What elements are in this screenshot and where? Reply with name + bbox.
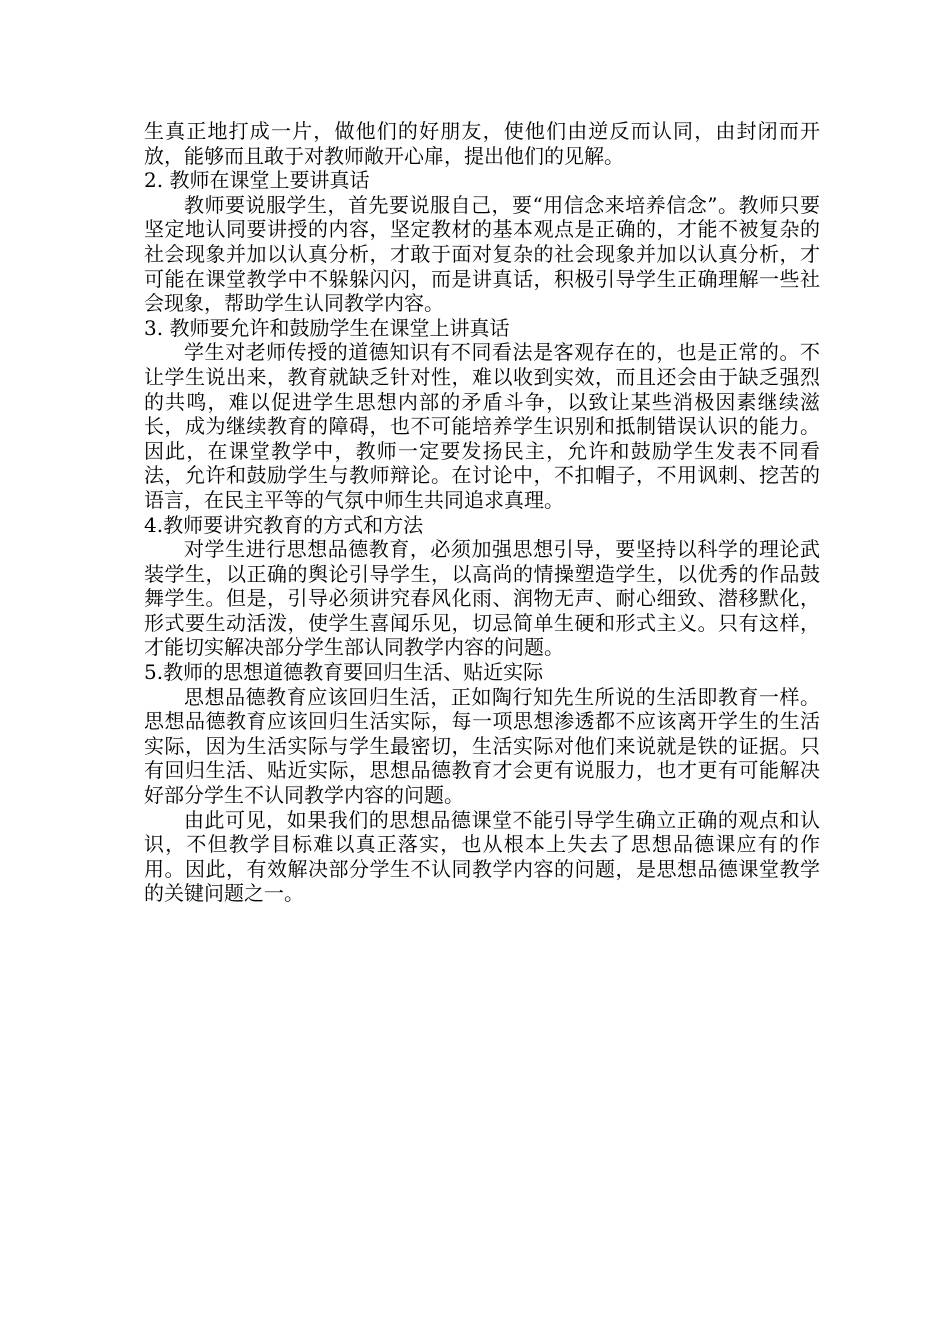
section-heading-2: 2. 教师在课堂上要讲真话 xyxy=(144,168,370,193)
paragraph-section-5: 思想品德教育应该回归生活，正如陶行知先生所说的生活即教育一样。思想品德教育应该回归生活实际，每一项思想渗透都不应该离开学生的生活实际，因为生活实际与学生最密切，生活实际对他们来说就是铁的证据。只有回归生活、贴近实际，思想品德教育才会更有说服力，也才更有可能解决好部分学生不认同教学内容的问题。 xyxy=(144,684,820,808)
paragraph-section-3: 学生对老师传授的道德知识有不同看法是客观存在的，也是正常的。不让学生说出来，教育就缺乏针对性，难以收到实效，而且还会由于缺乏强烈的共鸣，难以促进学生思想内部的矛盾斗争，以致让某些消极因素继续滋长，成为继续教育的障碍，也不可能培养学生识别和抵制错误认识的能力。因此，在课堂教学中，教师一定要发扬民主，允许和鼓励学生发表不同看法，允许和鼓励学生与教师辩论。在讨论中，不扣帽子，不用讽刺、挖苦的语言，在民主平等的气氛中师生共同追求真理。 xyxy=(144,340,820,512)
paragraph-continuation: 生真正地打成一片，做他们的好朋友，使他们由逆反而认同，由封闭而开放，能够而且敢于对教师敞开心扉，提出他们的见解。 xyxy=(144,119,820,168)
section-heading-3: 3. 教师要允许和鼓励学生在课堂上讲真话 xyxy=(144,315,510,340)
paragraph-conclusion: 由此可见，如果我们的思想品德课堂不能引导学生确立正确的观点和认识，不但教学目标难以真正落实，也从根本上失去了思想品德课应有的作用。因此，有效解决部分学生不认同教学内容的问题，是思想品德课堂教学的关键问题之一。 xyxy=(144,807,820,906)
document-body xyxy=(144,119,820,906)
paragraph-section-4: 对学生进行思想品德教育，必须加强思想引导，要坚持以科学的理论武装学生，以正确的舆论引导学生，以高尚的情操塑造学生，以优秀的作品鼓舞学生。但是，引导必须讲究春风化雨、润物无声、耐心细致、潜移默化，形式要生动活泼，使学生喜闻乐见，切忌简单生硬和形式主义。只有这样，才能切实解决部分学生部认同教学内容的问题。 xyxy=(144,537,820,660)
section-heading-5: 5.教师的思想道德教育要回归生活、贴近实际 xyxy=(144,660,544,685)
paragraph-section-2: 教师要说服学生，首先要说服自己，要“用信念来培养信念”。教师只要坚定地认同要讲授的内容，坚定教材的基本观点是正确的，才能不被复杂的社会现象并加以认真分析，才敢于面对复杂的社会现象并加以认真分析，才可能在课堂教学中不躲躲闪闪，而是讲真话，积极引导学生正确理解一些社会现象，帮助学生认同教学内容。 xyxy=(144,192,820,316)
section-heading-4: 4.教师要讲究教育的方式和方法 xyxy=(144,512,424,537)
